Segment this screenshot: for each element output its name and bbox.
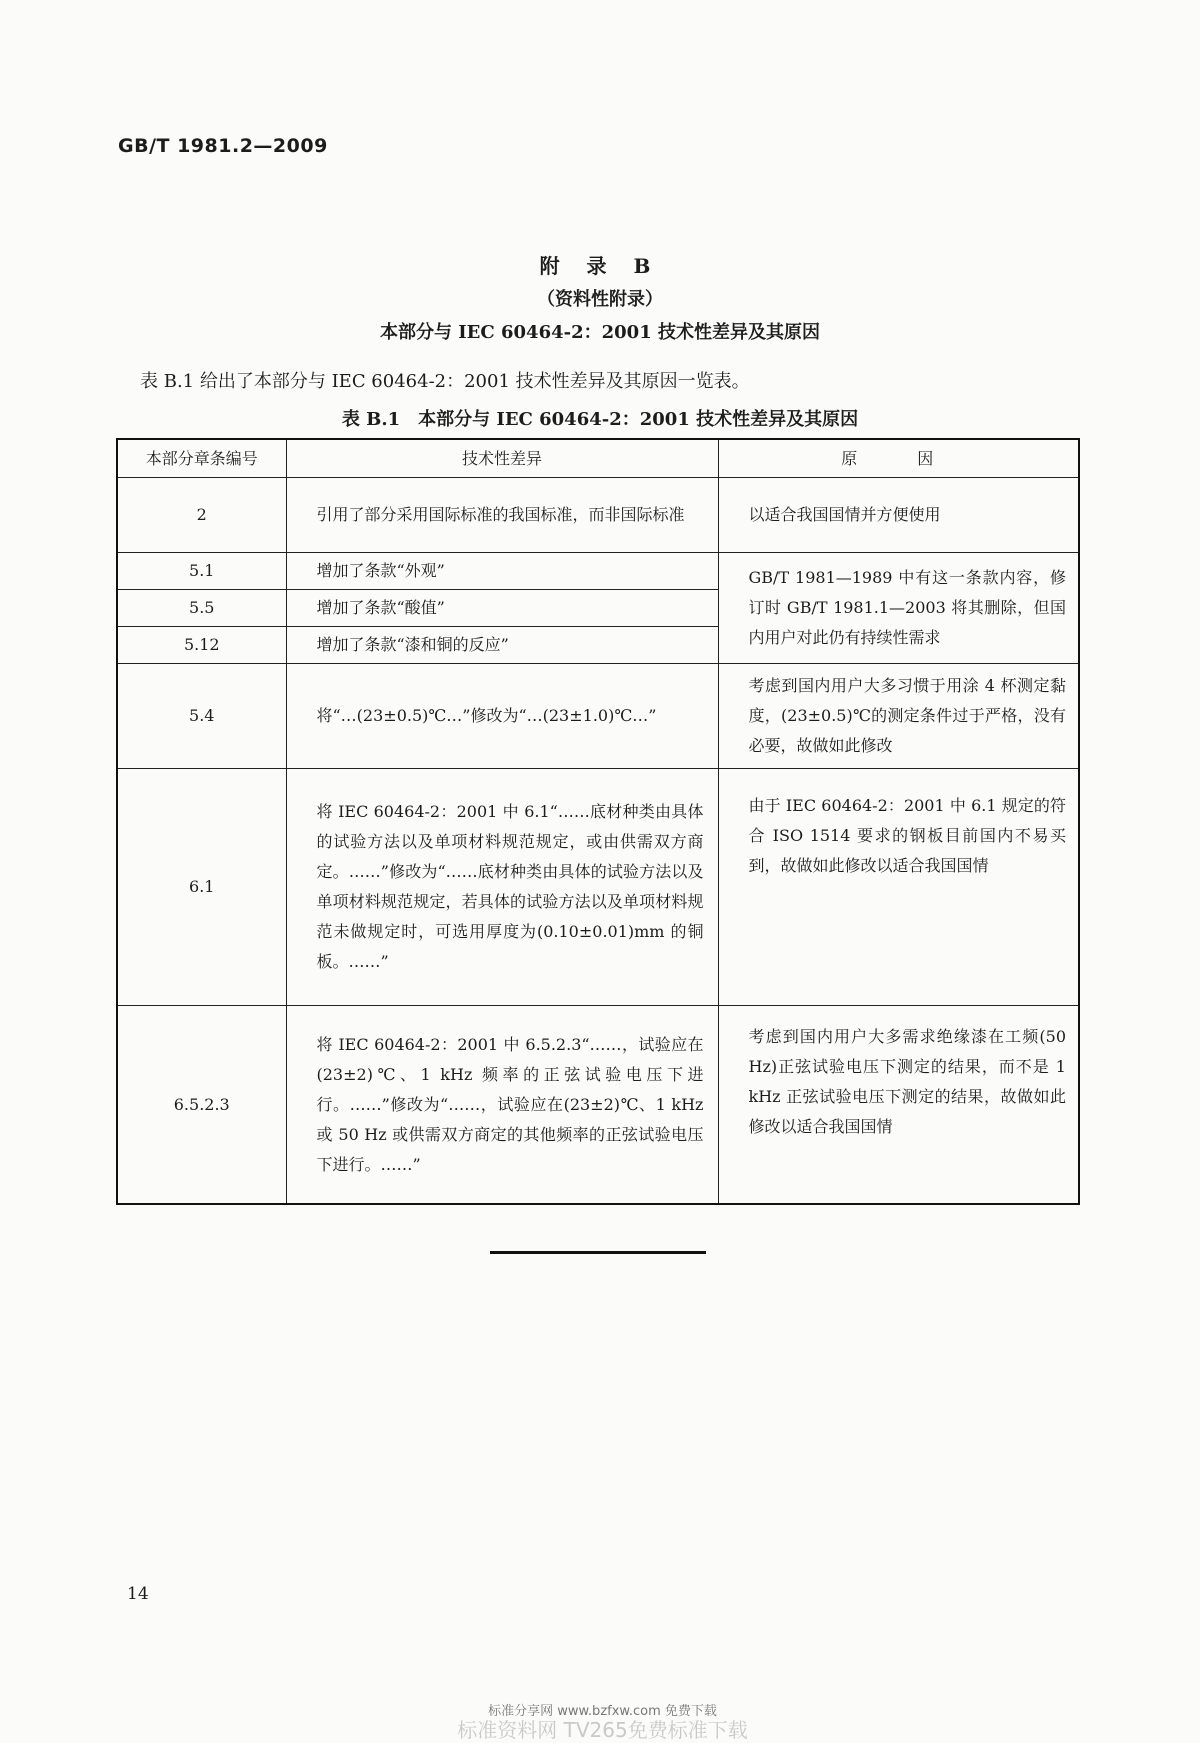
clause-cell: 6.5.2.3 bbox=[117, 1006, 286, 1205]
table-row bbox=[117, 769, 1079, 1006]
clause-cell: 6.1 bbox=[117, 769, 286, 1006]
header-difference: 技术性差异 bbox=[286, 439, 718, 478]
difference-cell: 增加了条款“外观” bbox=[286, 553, 718, 590]
difference-cell: 将“…(23±0.5)℃…”修改为“…(23±1.0)℃…” bbox=[286, 664, 718, 769]
annex-type: （资料性附录） bbox=[537, 289, 663, 310]
table-row bbox=[117, 553, 1079, 590]
reason-cell: GB/T 1981—1989 中有这一条款内容，修订时 GB/T 1981.1—2003 将其删除，但国内用户对此仍有持续性需求 bbox=[718, 553, 1079, 664]
annex-heading: 本部分与 IEC 60464-2：2001 技术性差异及其原因 bbox=[380, 322, 820, 343]
intro-paragraph: 表 B.1 给出了本部分与 IEC 60464-2：2001 技术性差异及其原因一览表。 bbox=[140, 371, 750, 392]
watermark-bottom: 标准资料网 TV265免费标准下载 bbox=[457, 1718, 748, 1742]
clause-cell: 5.12 bbox=[117, 627, 286, 664]
standard-code: GB/T 1981.2—2009 bbox=[118, 135, 328, 157]
page-number: 14 bbox=[127, 1584, 149, 1604]
difference-cell: 引用了部分采用国际标准的我国标准，而非国际标准 bbox=[286, 478, 718, 553]
differences-table bbox=[116, 438, 1080, 1205]
table-row bbox=[117, 664, 1079, 769]
table-caption: 表 B.1 本部分与 IEC 60464-2：2001 技术性差异及其原因 bbox=[341, 409, 859, 430]
reason-cell: 以适合我国国情并方便使用 bbox=[718, 478, 1079, 553]
difference-cell: 将 IEC 60464-2：2001 中 6.1“……底材种类由具体的试验方法以及单项材料规范规定，或由供需双方商定。……”修改为“……底材种类由具体的试验方法以及单项材料规范规定，若具体的试验方法以及单项材料规范未做规定时，可选用厚度为(0.10±0.01)mm 的铜板。……” bbox=[286, 769, 718, 1006]
clause-cell: 2 bbox=[117, 478, 286, 553]
table-row bbox=[117, 478, 1079, 553]
header-clause: 本部分章条编号 bbox=[117, 439, 286, 478]
clause-cell: 5.1 bbox=[117, 553, 286, 590]
header-reason: 原 因 bbox=[718, 439, 1079, 478]
watermark-top: 标准分享网 www.bzfxw.com 免费下载 bbox=[488, 1704, 717, 1719]
difference-cell: 将 IEC 60464-2：2001 中 6.5.2.3“……，试验应在(23±2)℃、1 kHz 频率的正弦试验电压下进行。……”修改为“……，试验应在(23±2)℃、1 kHz 或 50 Hz 或供需双方商定的其他频率的正弦试验电压下进行。……” bbox=[286, 1006, 718, 1205]
end-rule bbox=[490, 1251, 706, 1254]
clause-cell: 5.4 bbox=[117, 664, 286, 769]
clause-cell: 5.5 bbox=[117, 590, 286, 627]
watermark-stamp bbox=[430, 1700, 775, 1742]
reason-cell: 考虑到国内用户大多需求绝缘漆在工频(50 Hz)正弦试验电压下测定的结果，而不是 1 kHz 正弦试验电压下测定的结果，故做如此修改以适合我国国情 bbox=[718, 1006, 1079, 1205]
difference-cell: 增加了条款“漆和铜的反应” bbox=[286, 627, 718, 664]
annex-title: 附 录 B bbox=[539, 254, 661, 278]
table-row bbox=[117, 1006, 1079, 1205]
reason-cell: 考虑到国内用户大多习惯于用涂 4 杯测定黏度，(23±0.5)℃的测定条件过于严格，没有必要，故做如此修改 bbox=[718, 664, 1079, 769]
difference-cell: 增加了条款“酸值” bbox=[286, 590, 718, 627]
reason-cell: 由于 IEC 60464-2：2001 中 6.1 规定的符合 ISO 1514 要求的钢板目前国内不易买到，故做如此修改以适合我国国情 bbox=[718, 769, 1079, 1006]
differences-table-container bbox=[116, 438, 1078, 1205]
table-header-row bbox=[117, 439, 1079, 478]
